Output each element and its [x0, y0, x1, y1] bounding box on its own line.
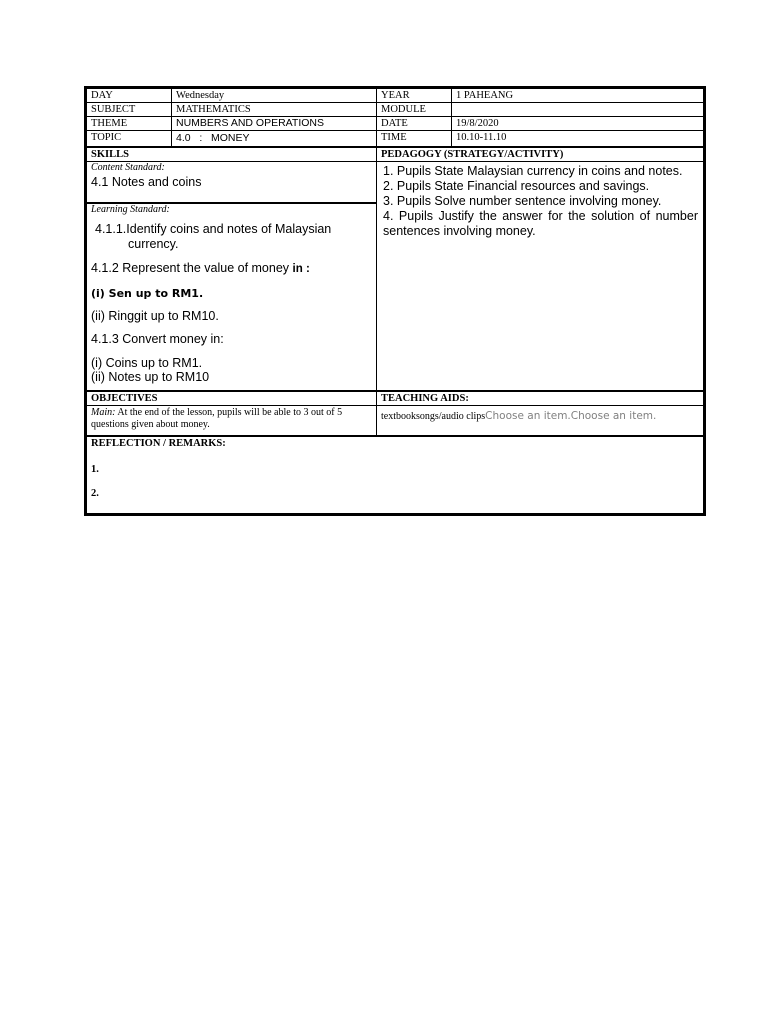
row-subject [87, 103, 704, 117]
date-label: DATE [377, 117, 452, 131]
module-label: MODULE [377, 103, 452, 117]
teaching-aids-heading: TEACHING AIDS: [377, 391, 704, 406]
learning-standard-cell [87, 203, 377, 391]
lesson-plan-sheet [84, 86, 706, 516]
objectives-main-label: Main: [91, 407, 116, 418]
teaching-aids-cell [377, 406, 704, 437]
reflection-cell [87, 436, 704, 514]
reflection-item-1: 1. [91, 464, 99, 475]
subject-value: MATHEMATICS [172, 103, 377, 117]
ls-item-4: (ii) Ringgit up to RM10. [91, 309, 219, 323]
ls-item-1b: currency. [128, 237, 179, 251]
ls-item-6: (i) Coins up to RM1. [91, 356, 203, 370]
content-standard-label: Content Standard: [91, 162, 165, 173]
topic-value: 4.0 : MONEY [172, 131, 377, 148]
ls-item-2-text: 4.1.2 Represent the value of money [91, 261, 290, 275]
topic-label: TOPIC [87, 131, 172, 148]
content-standard-value: 4.1 Notes and coins [91, 175, 202, 189]
skills-heading: SKILLS [87, 147, 377, 162]
year-label: YEAR [377, 89, 452, 103]
module-value [452, 103, 704, 117]
pedagogy-item: 2. Pupils State Financial resources and savings. [383, 179, 650, 193]
teaching-aids-text: textbooksongs/audio clips [381, 411, 486, 422]
reflection-heading: REFLECTION / REMARKS: [91, 438, 226, 449]
year-value: 1 PAHEANG [452, 89, 704, 103]
learning-standard-label: Learning Standard: [91, 204, 170, 215]
row-theme [87, 117, 704, 131]
pedagogy-heading: PEDAGOGY (STRATEGY/ACTIVITY) [377, 147, 704, 162]
row-objectives-headings [87, 391, 704, 406]
subject-label: SUBJECT [87, 103, 172, 117]
pedagogy-item: 3. Pupils Solve number sentence involving money. [383, 194, 662, 208]
objectives-cell [87, 406, 377, 437]
ls-item-2 [91, 261, 372, 277]
lesson-plan-table [86, 88, 704, 514]
row-reflection [87, 436, 704, 514]
pedagogy-cell [377, 162, 704, 392]
time-label: TIME [377, 131, 452, 148]
content-standard-cell [87, 162, 377, 204]
day-label: DAY [87, 89, 172, 103]
objectives-main-text: At the end of the lesson, pupils will be able to 3 out of 5 questions given about money. [91, 407, 343, 430]
row-section-headings [87, 147, 704, 162]
ls-item-3: (i) Sen up to RM1. [91, 287, 204, 300]
day-value: Wednesday [172, 89, 377, 103]
pedagogy-item: 1. Pupils State Malaysian currency in coins and notes. [383, 164, 683, 178]
choose-item-dropdown[interactable]: Choose an item.Choose an item. [485, 410, 657, 422]
reflection-item-2: 2. [91, 488, 99, 499]
ls-item-5: 4.1.3 Convert money in: [91, 332, 224, 346]
ls-item-1: 4.1.1.Identify coins and notes of Malaysian [95, 222, 332, 236]
row-content-standard [87, 162, 704, 204]
objectives-heading: OBJECTIVES [87, 391, 377, 406]
row-day [87, 89, 704, 103]
ls-item-7: (ii) Notes up to RM10 [91, 370, 210, 384]
date-value: 19/8/2020 [452, 117, 704, 131]
time-value: 10.10-11.10 [452, 131, 704, 148]
pedagogy-item: 4. Pupils Justify the answer for the solution of number sentences involving money. [383, 209, 698, 238]
ls-item-2-in: in : [292, 263, 310, 275]
row-topic [87, 131, 704, 148]
row-objectives [87, 406, 704, 437]
theme-value: NUMBERS AND OPERATIONS [172, 117, 377, 131]
theme-label: THEME [87, 117, 172, 131]
